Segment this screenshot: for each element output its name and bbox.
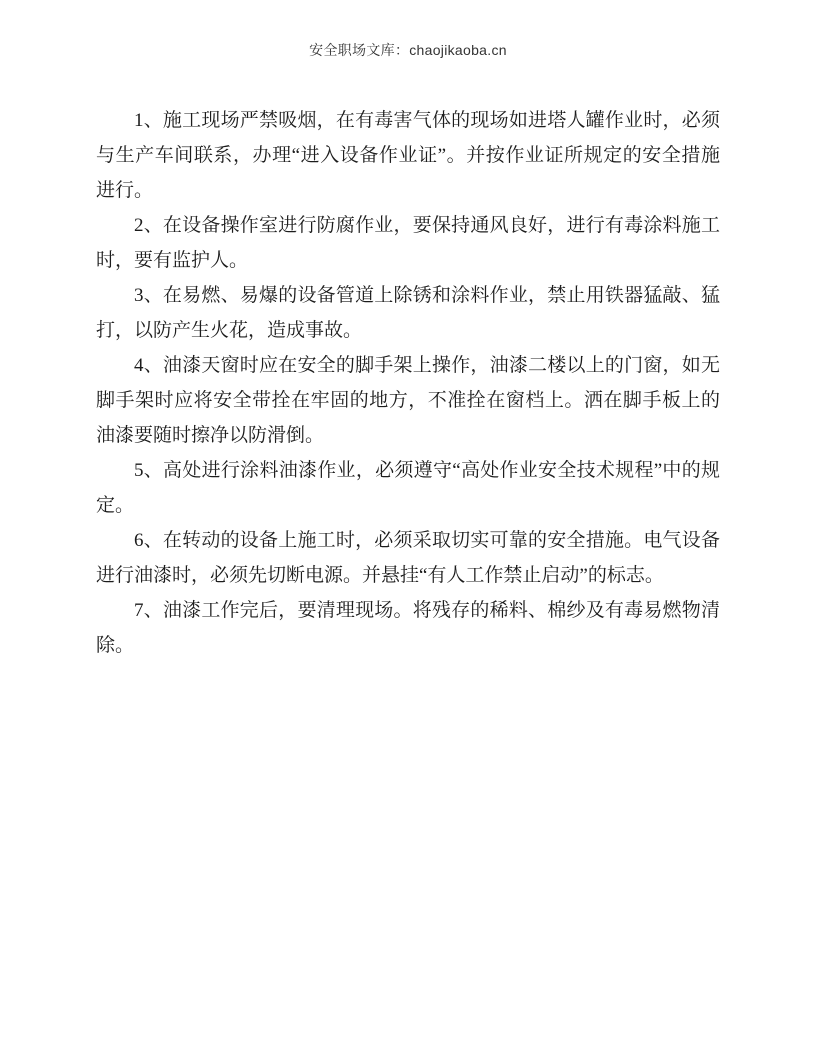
paragraph-3: 3、在易燃、易爆的设备管道上除锈和涂料作业，禁止用铁器猛敲、猛打，以防产生火花，造成事故。: [96, 285, 720, 341]
paragraph-4: 4、油漆天窗时应在安全的脚手架上操作，油漆二楼以上的门窗，如无脚手架时应将安全带拴在牢固的地方，不准拴在窗档上。洒在脚手板上的油漆要随时擦净以防滑倒。: [96, 355, 720, 446]
document-body: [96, 103, 720, 663]
document-header: 安全职场文库：chaojikaoba.cn: [309, 42, 507, 58]
paragraph-7: 7、油漆工作完后，要清理现场。将残存的稀料、棉纱及有毒易燃物清除。: [96, 600, 720, 656]
paragraph-6: 6、在转动的设备上施工时，必须采取切实可靠的安全措施。电气设备进行油漆时，必须先切断电源。并悬挂“有人工作禁止启动”的标志。: [96, 530, 720, 586]
paragraph-2: 2、在设备操作室进行防腐作业，要保持通风良好，进行有毒涂料施工时，要有监护人。: [96, 215, 720, 271]
paragraph-5: 5、高处进行涂料油漆作业，必须遵守“高处作业安全技术规程”中的规定。: [96, 460, 720, 516]
paragraph-1: 1、施工现场严禁吸烟，在有毒害气体的现场如进塔人罐作业时，必须与生产车间联系，办理“进入设备作业证”。并按作业证所规定的安全措施进行。: [96, 110, 720, 201]
